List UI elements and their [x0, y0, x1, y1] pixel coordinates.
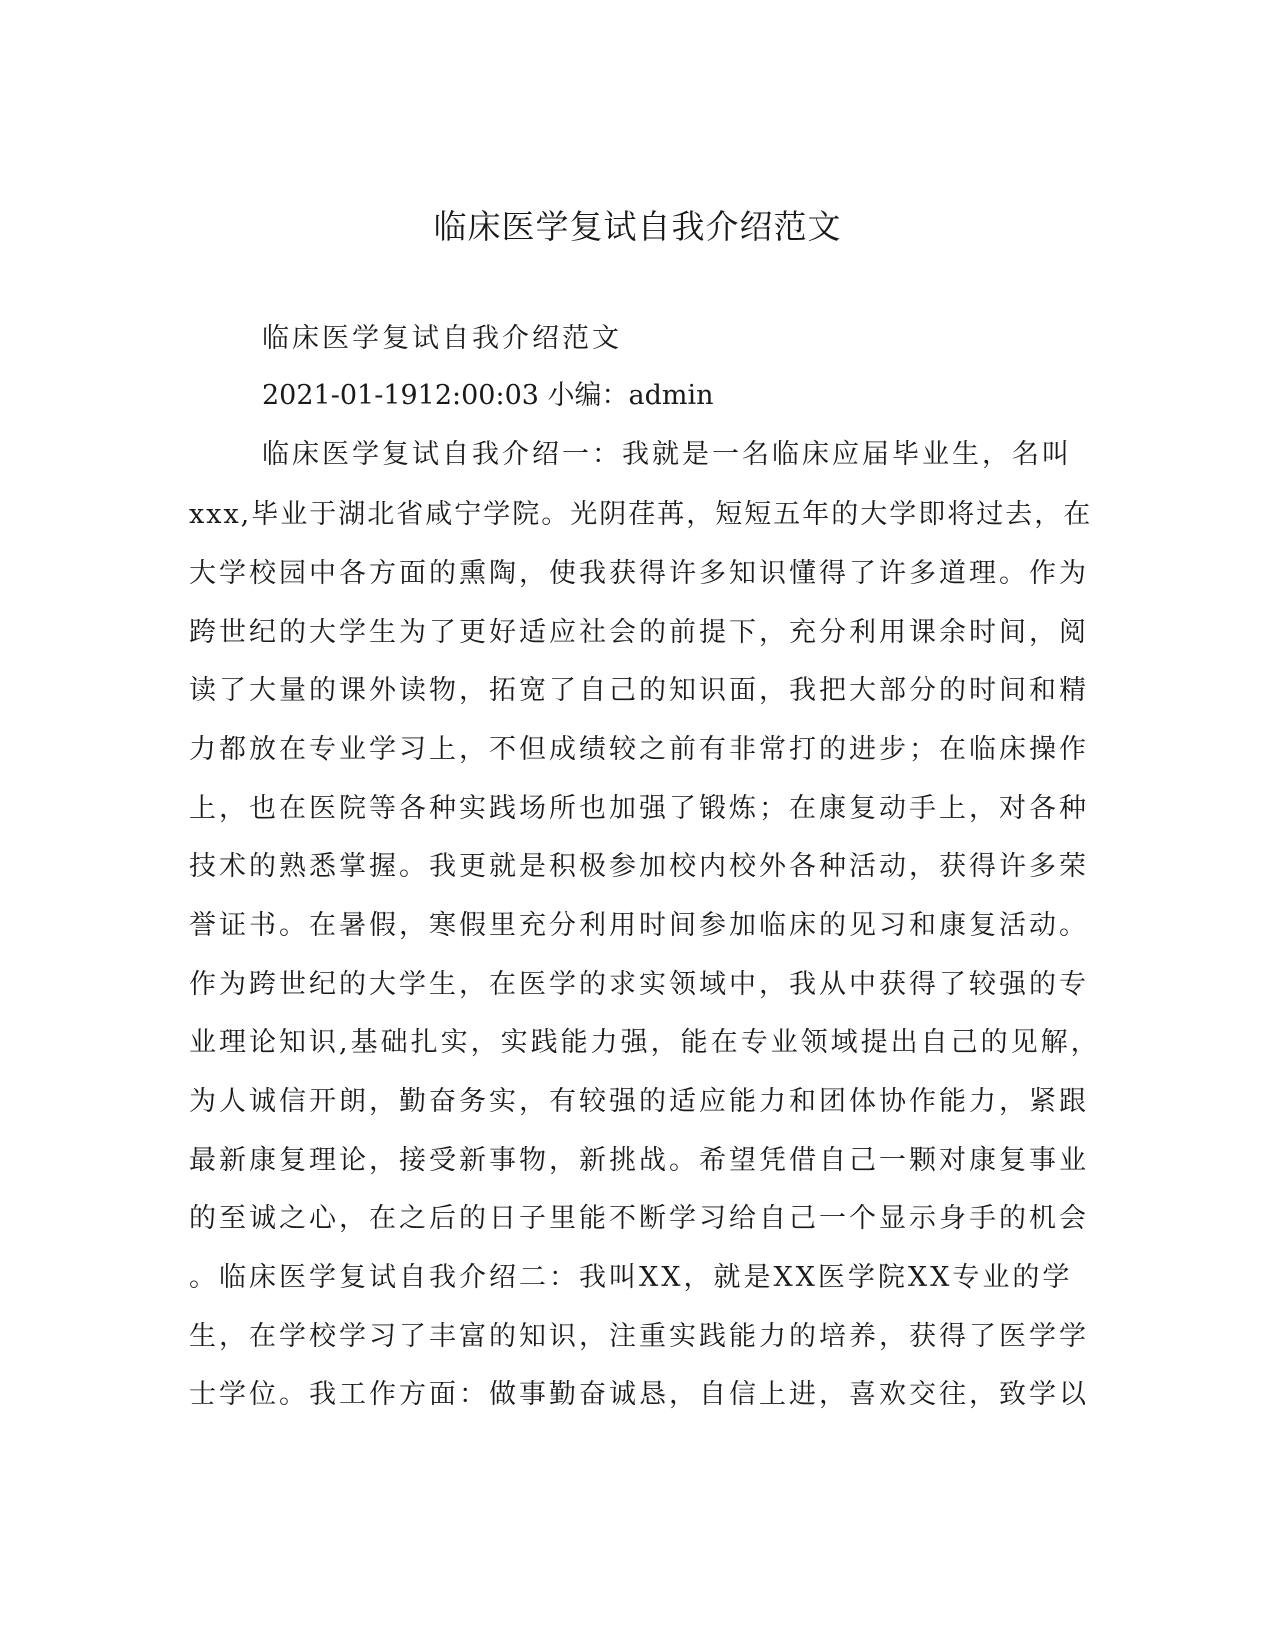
body-line: 最新康复理论，接受新事物，新挑战。希望凭借自己一颗对康复事业: [189, 1145, 1089, 1176]
body-line: 大学校园中各方面的熏陶，使我获得许多知识懂得了许多道理。作为: [189, 558, 1089, 589]
body-line: 誉证书。在暑假，寒假里充分利用时间参加临床的见习和康复活动。: [189, 910, 1089, 941]
body-line: 为人诚信开朗，勤奋务实，有较强的适应能力和团体协作能力，紧跟: [189, 1086, 1089, 1117]
body-line: 技术的熟悉掌握。我更就是积极参加校内校外各种活动，获得许多荣: [189, 851, 1089, 882]
document-meta: 2021-01-1912:00:03 小编：admin: [262, 380, 714, 411]
body-line: 作为跨世纪的大学生，在医学的求实领域中，我从中获得了较强的专: [189, 969, 1089, 1000]
body-line: 生，在学校学习了丰富的知识，注重实践能力的培养，获得了医学学: [189, 1321, 1089, 1352]
body-line: 上，也在医院等各种实践场所也加强了锻炼；在康复动手上，对各种: [189, 793, 1089, 824]
body-line: 读了大量的课外读物，拓宽了自己的知识面，我把大部分的时间和精: [189, 675, 1089, 706]
body-line: 。临床医学复试自我介绍二：我叫XX，就是XX医学院XX专业的学: [189, 1262, 1073, 1293]
body-line: 业理论知识,基础扎实，实践能力强，能在专业领域提出自己的见解，: [189, 1027, 1101, 1058]
document-subtitle: 临床医学复试自我介绍范文: [262, 323, 622, 354]
body-line: 力都放在专业学习上，不但成绩较之前有非常打的进步；在临床操作: [189, 734, 1089, 765]
body-line: 跨世纪的大学生为了更好适应社会的前提下，充分利用课余时间，阅: [189, 617, 1089, 648]
body-line: 临床医学复试自我介绍一：我就是一名临床应届毕业生，名叫: [262, 439, 1072, 470]
body-line: 的至诚之心，在之后的日子里能不断学习给自己一个显示身手的机会: [189, 1203, 1089, 1234]
body-line: 士学位。我工作方面：做事勤奋诚恳，自信上进，喜欢交往，致学以: [189, 1379, 1089, 1410]
document-title: 临床医学复试自我介绍范文: [433, 207, 842, 246]
body-line: xxx,毕业于湖北省咸宁学院。光阴荏苒，短短五年的大学即将过去，在: [189, 499, 1093, 530]
